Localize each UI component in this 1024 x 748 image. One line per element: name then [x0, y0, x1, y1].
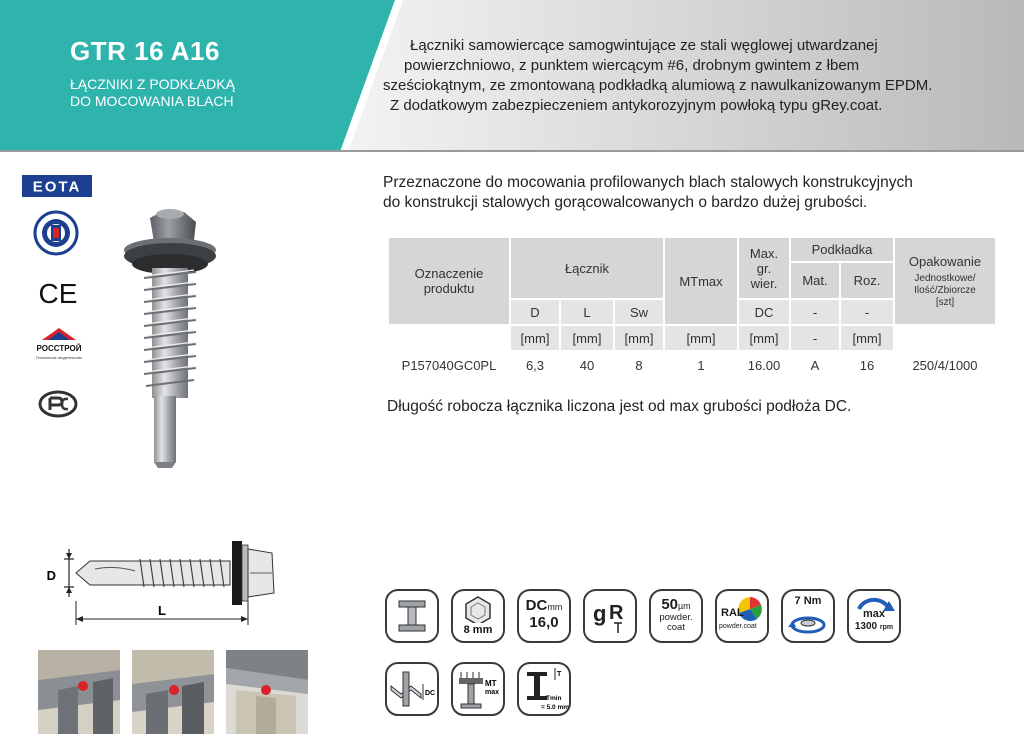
header-product-line: produktu [423, 281, 475, 296]
application-photo-1 [38, 650, 120, 734]
cell-sw: 8 [614, 351, 664, 379]
purpose-line: Przeznaczone do mocowania profilowanych blach stalowych konstrukcyjnych [383, 174, 913, 191]
specification-table [387, 236, 997, 380]
unit-d: [mm] [510, 325, 560, 351]
rosstroy-logo-text: РОССТРОЙ [36, 344, 82, 353]
coat-line1: powder. [659, 612, 693, 623]
description-line: Z dodatkowym zabezpieczeniem antykorozyjnym powłoką typu gRey.coat. [390, 97, 883, 114]
dc-clamp-icon [385, 662, 439, 716]
hex-head-label: 8 mm [463, 624, 493, 636]
header-l: L [560, 299, 614, 325]
i-beam-icon [385, 589, 439, 643]
product-subtitle [70, 76, 290, 110]
unit-mt: [mm] [664, 325, 738, 351]
rpm-value-line [849, 621, 899, 632]
header-washer-material: Mat. [790, 262, 840, 299]
unit-empty [388, 325, 510, 351]
header-product-code [388, 237, 510, 325]
mt-label1: MT [485, 679, 497, 688]
rosstroy-logo-subtext: Техническое свидетельство [36, 356, 82, 360]
header-max-line: Max. [749, 245, 779, 261]
rosstroy-logo [36, 326, 82, 366]
mt-max-icon [451, 662, 505, 716]
coat-value: 50 [661, 596, 678, 613]
dimension-d-label: D [46, 568, 56, 583]
header-mtmax: MTmax [664, 237, 738, 325]
coat-thickness [651, 596, 701, 613]
unit-pack-empty [894, 325, 996, 351]
header-mat-unit: - [790, 299, 840, 325]
t-min-t: T [557, 671, 562, 678]
powder-coat-thickness-icon [649, 589, 703, 643]
header-sw: Sw [614, 299, 664, 325]
dc-icon-title [519, 597, 569, 614]
grey-coat-icon [583, 589, 637, 643]
header-washer-size: Roz. [840, 262, 894, 299]
unit-l: [mm] [560, 325, 614, 351]
ral-color-icon [715, 589, 769, 643]
mt-label2: max [485, 689, 500, 696]
cell-code: P157040GC0PL [388, 351, 510, 379]
ce-mark-icon [36, 278, 80, 308]
dc-icon-value: 16,0 [529, 614, 559, 631]
header-packaging-sub: [szt] [935, 296, 955, 308]
t-min-label: Tmin [546, 695, 562, 702]
header-packaging [894, 237, 996, 325]
cell-l: 40 [560, 351, 614, 379]
dc-thickness-icon [517, 589, 571, 643]
product-title: GTR 16 A16 [70, 36, 220, 66]
svg-text:R: R [609, 602, 624, 624]
torque-icon [781, 589, 835, 643]
description-line: sześciokątnym, ze zmontowaną podkładką alumiową z nawulkanizowanym EPDM. [383, 77, 933, 94]
cell-dc: 16.00 [738, 351, 790, 379]
coat-unit: µm [678, 601, 691, 611]
working-length-note: Długość robocza łącznika liczona jest od max grubości podłoża DC. [387, 398, 852, 415]
ral-sub: powder.coat [719, 623, 757, 630]
header-fastener: Łącznik [510, 237, 664, 299]
torque-label: 7 Nm [794, 595, 822, 607]
eota-logo [22, 175, 92, 197]
screw-product-image [118, 206, 228, 471]
rpm-unit: rpm [879, 624, 894, 631]
dc-icon-top: DC [525, 597, 548, 614]
coat-line2: coat [667, 622, 685, 633]
header-packaging-sub: Ilość/Zbiorcze [914, 284, 976, 296]
rpm-icon [847, 589, 901, 643]
cell-roz: 16 [840, 351, 894, 379]
ce-mark-text: CE [38, 278, 78, 308]
purpose-line: do konstrukcji stalowych gorącowalcowanych o bardzo dużej grubości. [383, 194, 868, 211]
header-max-line: gr. [756, 260, 772, 276]
dc-clamp-label: DC [425, 690, 436, 697]
header-roz-unit: - [840, 299, 894, 325]
cell-mat: A [790, 351, 840, 379]
application-photo-3 [226, 650, 308, 734]
header-packaging-sub: Jednostkowe/ [914, 272, 976, 284]
application-photo-2 [132, 650, 214, 734]
cell-mt: 1 [664, 351, 738, 379]
ral-label: RAL [721, 607, 744, 619]
purpose-text [383, 173, 913, 213]
description-line: Łączniki samowiercące samogwintujące ze stali węglowej utwardzanej [410, 37, 878, 54]
table-row [388, 351, 996, 379]
cell-pack: 250/4/1000 [894, 351, 996, 379]
pct-certification-icon [38, 390, 78, 418]
unit-dc: [mm] [738, 325, 790, 351]
product-description [380, 36, 1020, 116]
unit-mat: - [790, 325, 840, 351]
svg-text:g: g [593, 601, 607, 626]
description-line: powierzchniowo, z punktem wiercącym #6, drobnym gwintem z łbem [404, 57, 860, 74]
hex-head-8mm-icon [451, 589, 505, 643]
subtitle-line: DO MOCOWANIA BLACH [70, 93, 234, 109]
eota-logo-text: EOTA [32, 178, 82, 196]
itb-certification-icon [33, 210, 79, 256]
dimension-l-label: L [158, 603, 166, 618]
header-dc: DC [738, 299, 790, 325]
dc-icon-unit: mm [547, 602, 563, 612]
header-packaging-label: Opakowanie [908, 253, 982, 269]
rpm-max: max [862, 608, 886, 620]
screw-dimension-drawing [40, 535, 310, 625]
cell-d: 6,3 [510, 351, 560, 379]
unit-roz: [mm] [840, 325, 894, 351]
header-washer: Podkładka [790, 237, 894, 262]
unit-sw: [mm] [614, 325, 664, 351]
t-min-value: = 5.0 mm [541, 704, 569, 711]
header-max-line: wier. [750, 275, 778, 291]
subtitle-line: ŁĄCZNIKI Z PODKŁADKĄ [70, 76, 235, 92]
t-min-icon [517, 662, 571, 716]
header-d: D [510, 299, 560, 325]
header-product-line: Oznaczenie [414, 266, 484, 281]
rpm-value: 1300 [854, 621, 878, 632]
header-max-thickness [738, 237, 790, 299]
